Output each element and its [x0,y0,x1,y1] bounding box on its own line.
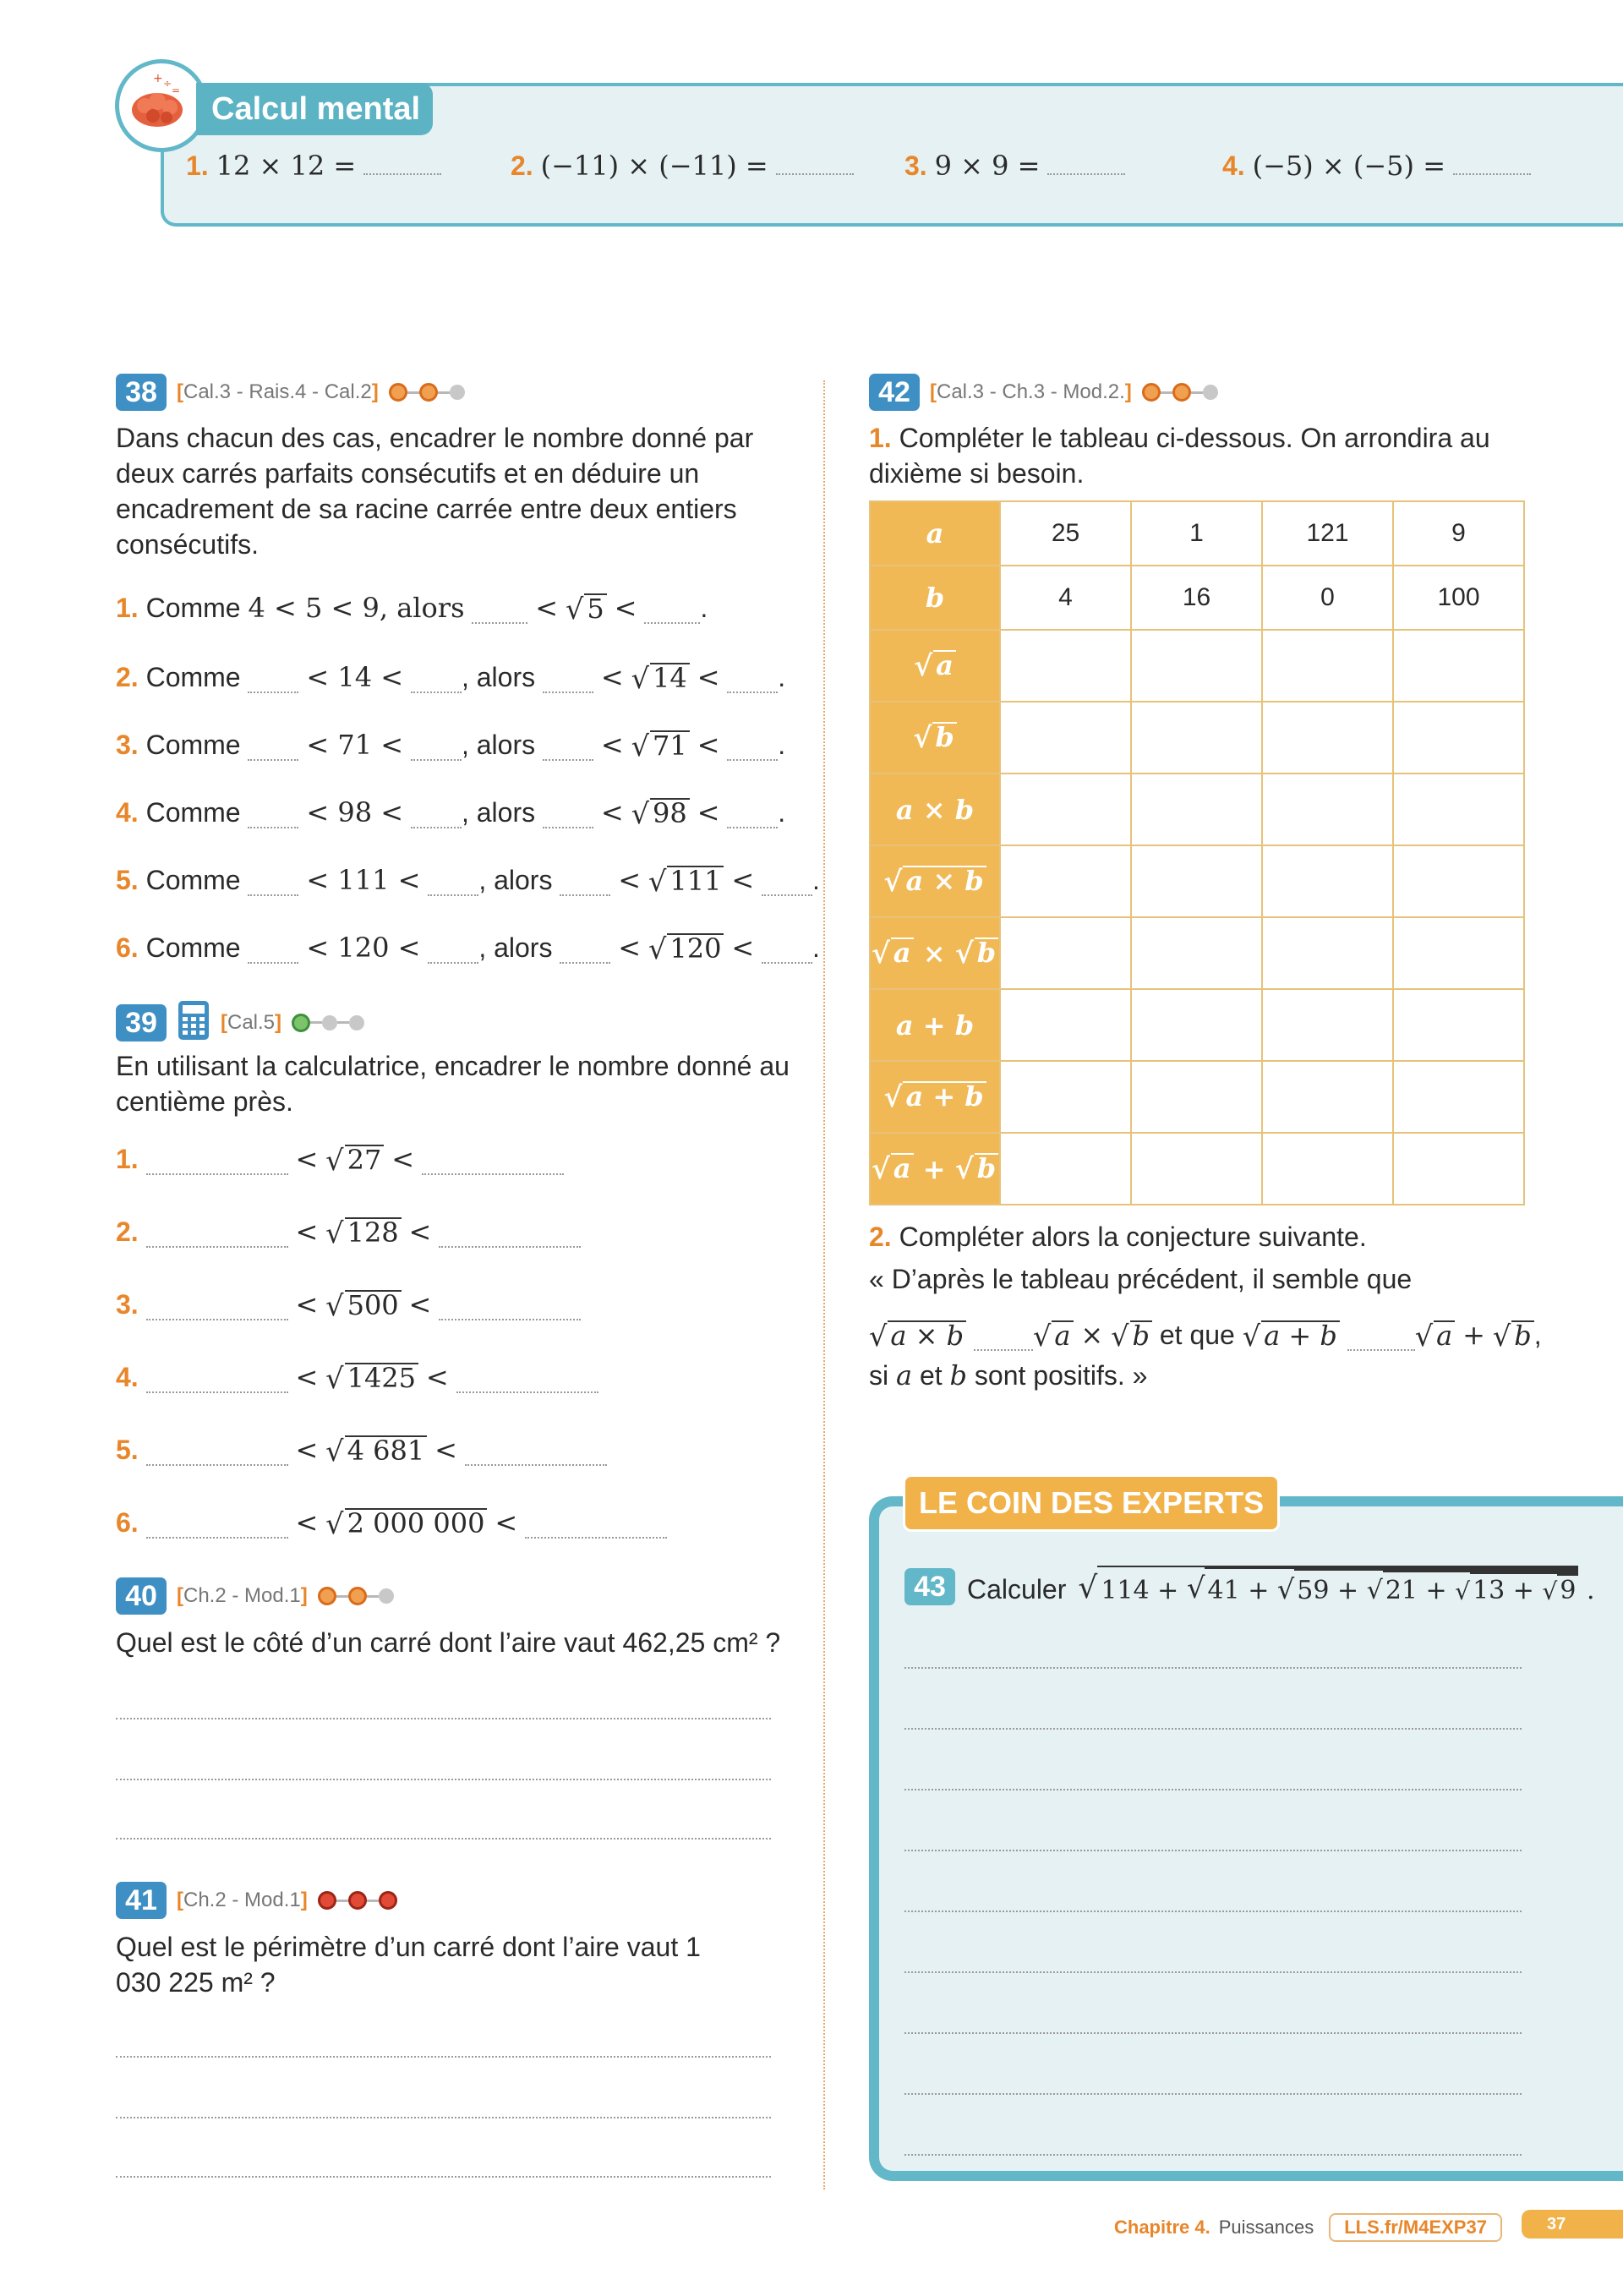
table-cell: 0 [1262,566,1393,630]
ex38-instructions: Dans chacun des cas, encadrer le nombre donné par deux carrés parfaits consécutifs et en déduire un encadrement de sa racine carrée entre deux entiers consécutifs. [116,423,754,560]
row-header-b: b [870,566,1000,630]
row-header-sqrt-a: √ a [870,630,1000,702]
ex41-number: 41 [116,1882,167,1919]
ex42-question-1: 1. Compléter le tableau ci-dessous. On arrondira au dixième si besoin. [869,423,1490,489]
answer-line [116,2117,771,2118]
row-header-a: a [870,501,1000,566]
ex42-quote: « D’après le tableau précédent, il semble que [869,1264,1413,1294]
cm-item-4: 4. (−5) × (−5) = [1222,149,1531,182]
row-header-sqrt-a-plus-sqrt-b: √ a + √ b [870,1133,1000,1205]
row-header-sqrt-a-plus-b: √ a + b [870,1061,1000,1133]
cm-item-2: 2. (−11) × (−11) = [511,149,854,182]
table-cell: 4 [1000,566,1131,630]
ex39-item-2: 2. < √ 128 < [116,1216,581,1248]
ex39-item-5: 5. < √ 4 681 < [116,1434,607,1466]
difficulty-indicator [318,1891,397,1910]
brain-icon [115,59,208,152]
ex40-header [116,1577,394,1615]
ex40-question: Quel est le côté d’un carré dont l’aire vaut 462,25 cm² ? [116,1627,781,1658]
row-header-sqrt-a-times-sqrt-b: √ a × √ b [870,917,1000,989]
ex43-number: 43 [904,1568,955,1605]
cm-item-1: 1. 12 × 12 = [186,149,441,182]
table-cell: 1 [1131,501,1262,566]
difficulty-indicator [389,383,465,402]
ex41-question: Quel est le périmètre d’un carré dont l’aire vaut 1 030 225 m² ? [116,1932,701,1998]
answer-line [116,1718,771,1719]
cm-item-3: 3. 9 × 9 = [904,149,1125,182]
answer-line [904,2154,1522,2156]
row-header-sqrt-b: √ b [870,702,1000,774]
calculator-icon [177,999,210,1046]
answer-line [904,1971,1522,1973]
answer-line [904,1789,1522,1790]
ex41-header [116,1882,397,1919]
answer-line [904,1911,1522,1912]
page-number: 37 [1522,2210,1623,2239]
ex43-expression: √ 114 + √ 41 + √ 59 + √ 21 + √ 13 + √ 9 . [1078,1566,1594,1605]
difficulty-indicator [1142,383,1218,402]
svg-text:+: + [153,72,163,85]
ex43-label: Calculer [967,1574,1067,1604]
ex42-header [869,374,1218,411]
answer-line [116,1838,771,1840]
row-header-a-plus-b: a + b [870,989,1000,1061]
answer-line [116,2056,771,2058]
ex41-ref: [Ch.2 - Mod.1] [177,1889,308,1911]
ex43 [904,1566,1594,1605]
ex38-item-4: 4. Comme < 98 < , alors < √ 98 < . [116,796,786,831]
row-header-a-times-b: a × b [870,774,1000,845]
table-cell: 16 [1131,566,1262,630]
table-cell: 121 [1262,501,1393,566]
ex42-conjecture: √ a × b √ a × √ b et que √ a + b √ a + √ b , [869,1319,1542,1353]
ex39-item-3: 3. < √ 500 < [116,1288,581,1320]
svg-text:÷: ÷ [163,78,172,90]
svg-text:=: = [172,85,181,96]
footer-link[interactable]: LLS.fr/M4EXP37 [1329,2213,1502,2242]
ex38-number: 38 [116,374,167,411]
ex39-item-6: 6. < √ 2 000 000 < [116,1506,667,1539]
answer-line [904,1667,1522,1669]
experts-title: LE COIN DES EXPERTS [903,1474,1280,1532]
calcul-mental-title: Calcul mental [196,83,433,135]
footer [1114,2213,1502,2242]
difficulty-indicator [292,1014,364,1032]
ex39-header [116,999,364,1046]
values-table [869,500,1525,1205]
ex38-item-6: 6. Comme < 120 < , alors < √ 120 < . [116,932,820,966]
table-cell: 100 [1393,566,1524,630]
answer-line [904,2032,1522,2034]
answer-line [116,1779,771,1780]
ex39-number: 39 [116,1004,167,1041]
answer-line [904,1850,1522,1851]
ex40-number: 40 [116,1577,167,1615]
difficulty-indicator [318,1587,394,1605]
ex39-item-4: 4. < √ 1425 < [116,1361,598,1393]
ex38-item-3: 3. Comme < 71 < , alors < √ 71 < . [116,729,786,763]
ex42-question-2: 2. Compléter alors la conjecture suivante. [869,1222,1367,1252]
column-divider [823,380,825,2189]
ex39-item-1: 1. < √ 27 < [116,1143,564,1175]
ex39-ref: [Cal.5] [221,1010,282,1034]
ex42-ref: [Cal.3 - Ch.3 - Mod.2.] [930,380,1132,403]
answer-line [904,1728,1522,1730]
footer-title: Puissances [1218,2217,1314,2238]
ex38-item-2: 2. Comme < 14 < , alors < √ 14 < . [116,661,786,696]
ex42-conjecture-end: si a et b sont positifs. » [869,1359,1148,1391]
ex39-instructions: En utilisant la calculatrice, encadrer le nombre donné au centième près. [116,1051,790,1117]
table-cell: 25 [1000,501,1131,566]
answer-line [904,2093,1522,2095]
row-header-sqrt-ab: √ a × b [870,845,1000,917]
ex40-ref: [Ch.2 - Mod.1] [177,1584,308,1607]
answer-line [116,2176,771,2178]
ex42-number: 42 [869,374,920,411]
ex38-item-1: 1. Comme 4 < 5 < 9, alors < √ 5 < . [116,592,708,626]
footer-chapter: Chapitre 4. [1114,2217,1210,2238]
table-cell: 9 [1393,501,1524,566]
ex38-ref: [Cal.3 - Rais.4 - Cal.2] [177,380,379,403]
ex38-header [116,374,465,411]
ex38-item-5: 5. Comme < 111 < , alors < √ 111 < . [116,864,820,899]
